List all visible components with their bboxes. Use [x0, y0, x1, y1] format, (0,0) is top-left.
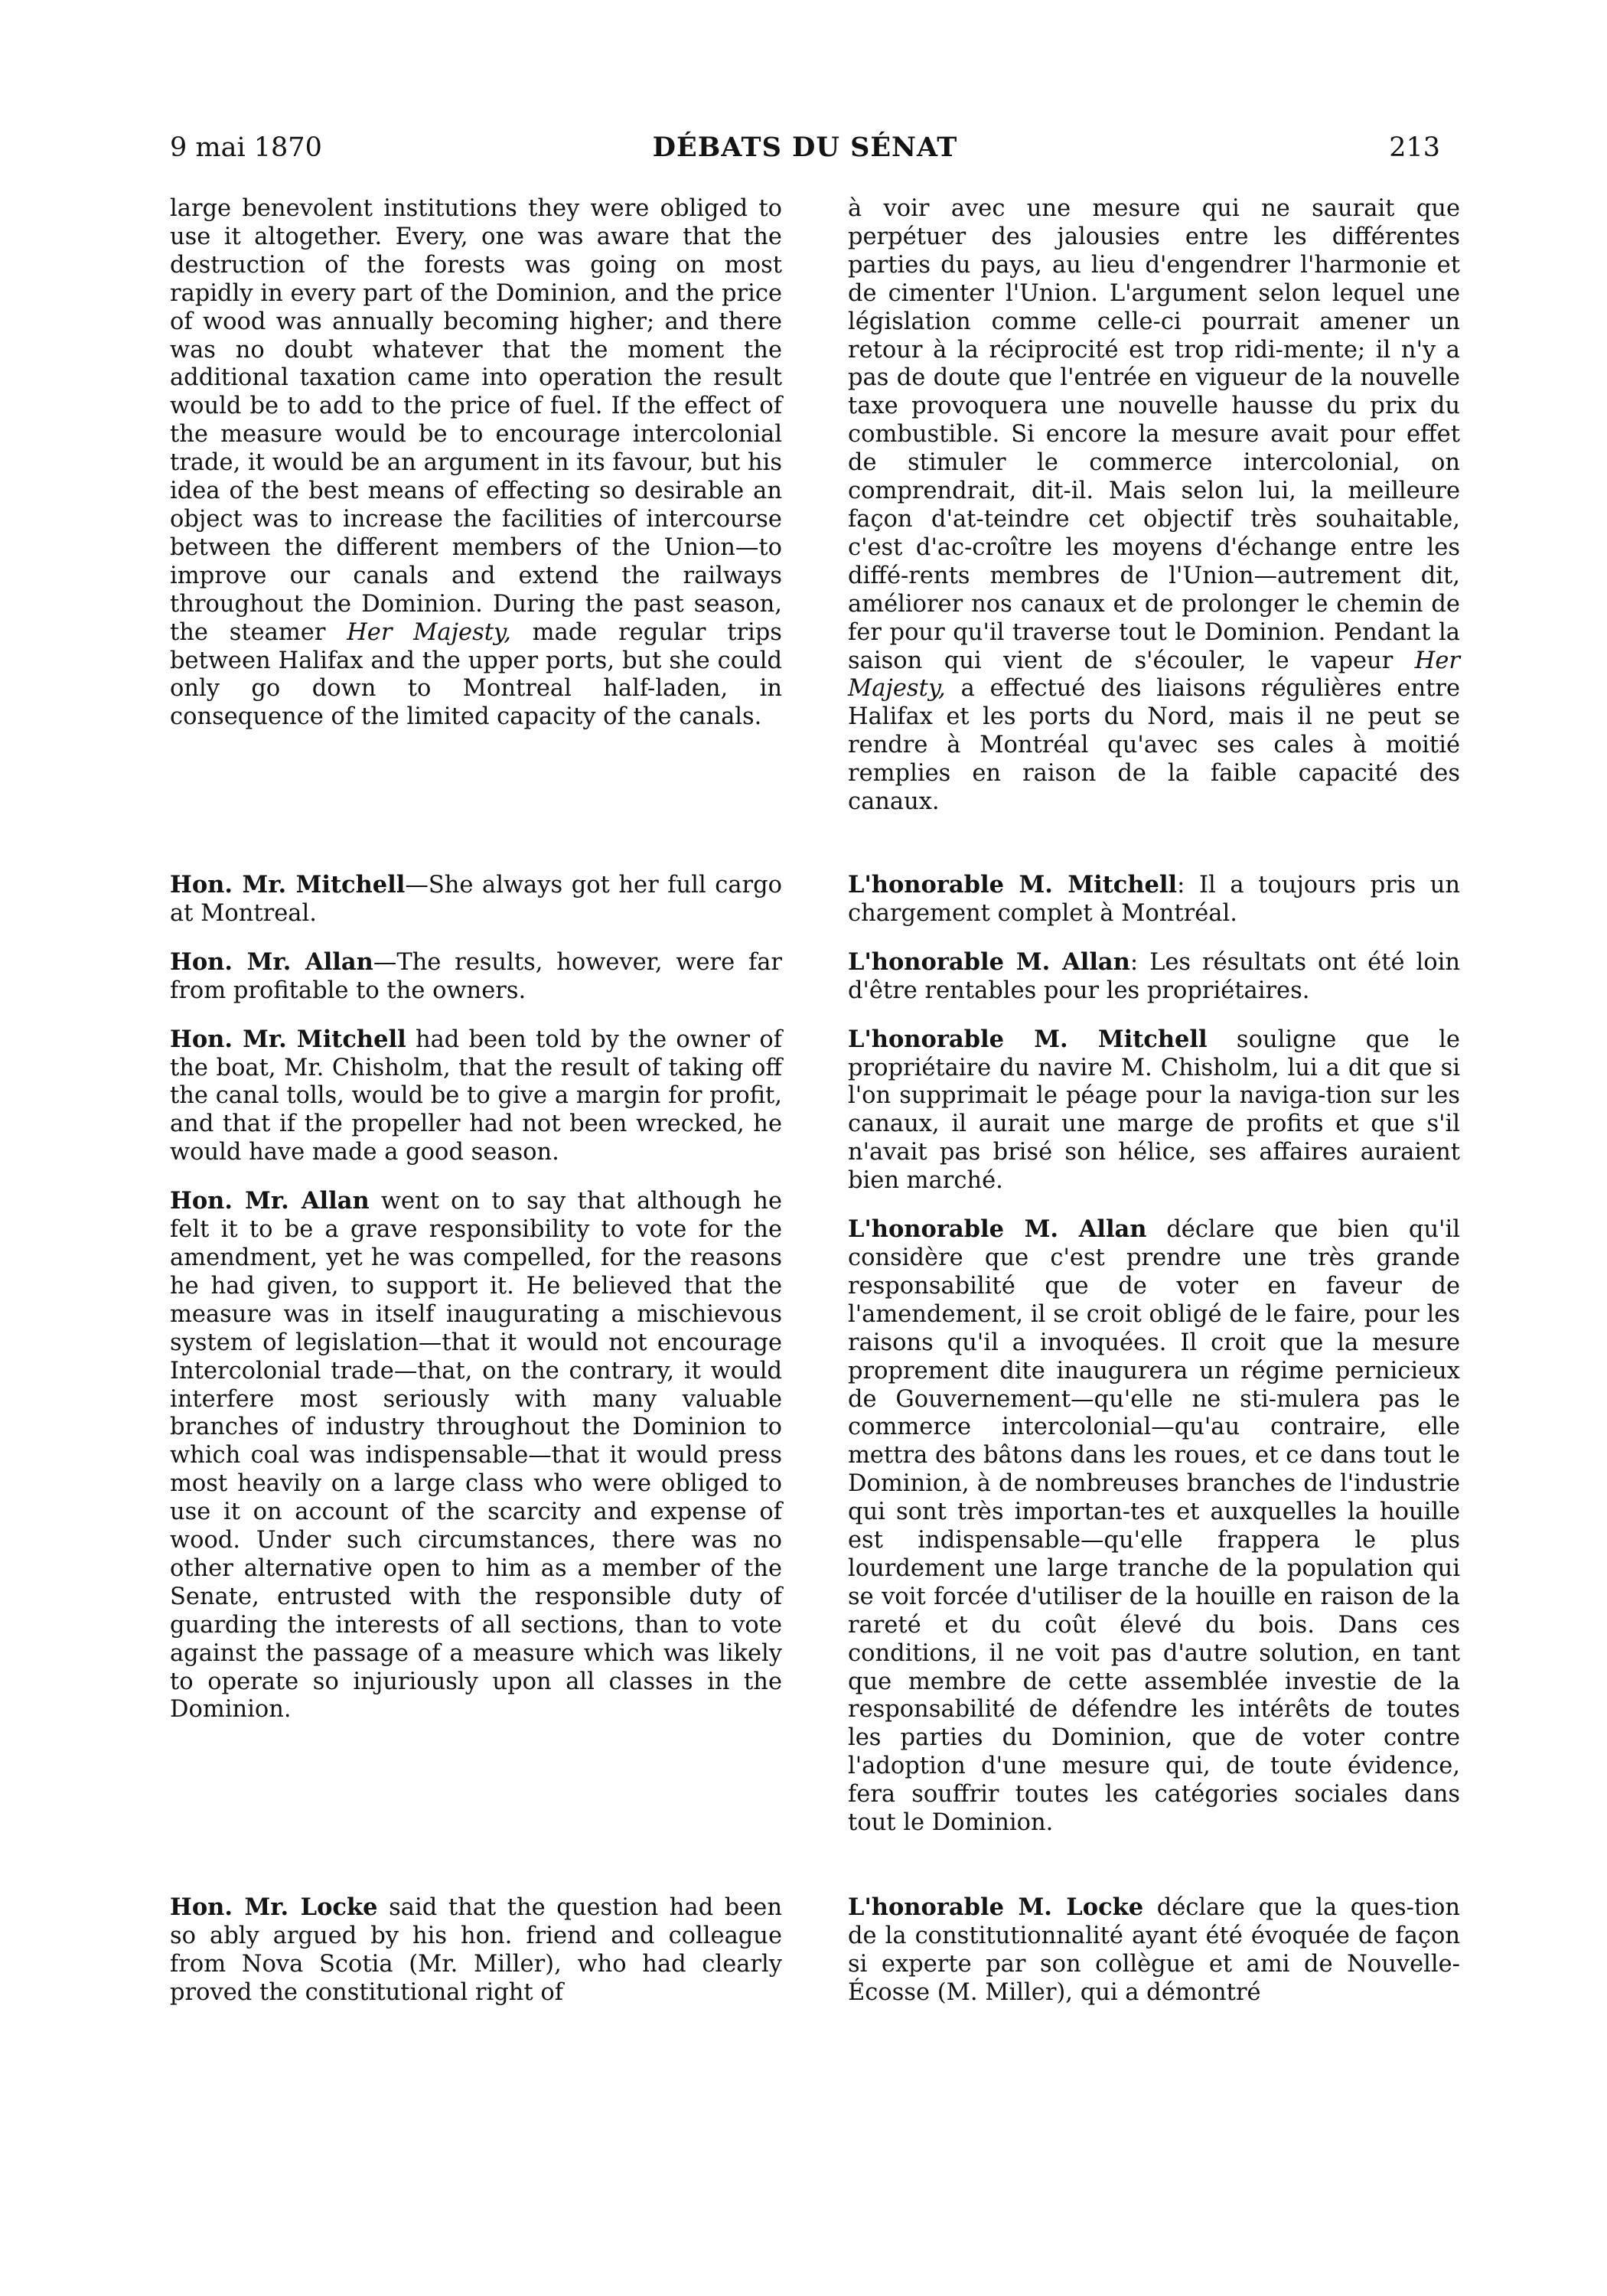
french-speech-allan-1 [848, 948, 1460, 1006]
speech-text: souligne que le propriétaire du navire M. Chisholm, lui a dit que si l'on supprimait le péage pour la naviga-tion sur les canaux, il aurait une marge de profits et que s'il n'avait pas brisé son hélice, ses affaires auraient bien marché. [848, 1026, 1460, 1195]
french-opening-paragraph [848, 195, 1460, 817]
english-speech-locke [170, 1893, 782, 2007]
french-speech-mitchell-2 [848, 1026, 1460, 1195]
speech-text: —The results, however, were far from profitable to the owners. [170, 948, 782, 1004]
header-date: 9 mai 1870 [170, 132, 322, 163]
english-opening-text-b: made regular trips between Halifax and the upper ports, but she could only go down to Montreal half-laden, in consequence of the limited capacity of the canals. [170, 618, 782, 731]
french-speech-allan-2 [848, 1215, 1460, 1838]
french-opening-text-b: a effectué des liaisons régulières entre Halifax et les ports du Nord, mais il ne peut se rendre à Montréal qu'avec ses cales à moitié remplies en raison de la faible capacité des canaux. [848, 675, 1460, 816]
english-speech-allan-2 [170, 1187, 782, 1724]
english-speech-allan-1 [170, 948, 782, 1006]
ship-name-italic: Her Majesty, [347, 618, 511, 646]
speech-text: went on to say that although he felt it to be a grave responsibility to vote for the amendment, yet he was compelled, for the reasons he had given, to support it. He believed that the measure was in itself inaugurating a mischievous system of legislation—that it would not encourage Intercolonial trade—that, on the contrary, it would interfere most seriously with many valuable branches of industry throughout the Dominion to which coal was indispensable—that it would press most heavily on a large class who were obliged to use it on account of the scarcity and expense of wood. Under such circumstances, there was no other alternative open to him as a member of the Senate, entrusted with the responsible duty of guarding the interests of all sections, than to vote against the passage of a measure which was likely to operate so injuriously upon all classes in the Dominion. [170, 1188, 782, 1724]
english-opening-text-a: large benevolent institutions they were obliged to use it altogether. Every, one was aware that the destruction of the forests was going on most rapidly in every part of the Dominion, and the price of wood was annually becoming higher; and there was no doubt whatever that the moment the additional taxation came into operation the result would be to add to the price of fuel. If the effect of the measure would be to encourage intercolonial trade, it would be an argument in its favour, but his idea of the best means of effecting so desirable an object was to increase the facilities of intercourse between the different members of the Union—to improve our canals and extend the railways throughout the Dominion. During the past season, the steamer [170, 195, 783, 646]
page-number: 213 [1389, 132, 1440, 163]
french-opening-text-a: à voir avec une mesure qui ne saurait que perpétuer des jalousies entre les différentes parties du pays, au lieu d'engendrer l'harmonie et de cimenter l'Union. L'argument selon lequel une législation comme celle-ci pourrait amener un retour à la réciprocité est trop ridi-mente; il n'y a pas de doute que l'entrée en vigueur de la nouvelle taxe provoquera une nouvelle hausse du prix du combustible. Si encore la mesure avait pour effet de stimuler le commerce intercolonial, on comprendrait, dit-il. Mais selon lui, la meilleure façon d'at-teindre cet objectif très souhaitable, c'est d'ac-croître les moyens d'échange entre les diffé-rents membres de l'Union—autrement dit, améliorer nos canaux et de prolonger le chemin de fer pour qu'il traverse tout le Dominion. Pendant la saison qui vient de s'écouler, le vapeur [848, 195, 1460, 674]
speech-text: had been told by the owner of the boat, Mr. Chisholm, that the result of taking off the canal tolls, would be to give a margin for profit, and that if the propeller had not been wrecked, he would have made a good season. [170, 1026, 782, 1166]
english-closing-section [170, 1893, 782, 2007]
speaker-name: Hon. Mr. Mitchell [170, 1025, 406, 1053]
speech-text: déclare que bien qu'il considère que c'est prendre une très grande responsabilité que de voter en faveur de l'amendement, il se croit obligé de le faire, pour les raisons qu'il a invoquées. Il croit que la mesure proprement dite inaugurera un régime pernicieux de Gouvernement—qu'elle ne sti-mulera pas le commerce intercolonial—qu'au contraire, elle mettra des bâtons dans les roues, et ce dans tout le Dominion, à de nombreuses branches de l'industrie qui sont très importan-tes et auxquelles la houille est indispensable—qu'elle frappera le plus lourdement une large tranche de la population qui se voit forcée d'utiliser de la houille en raison de la rareté et du coût élevé du bois. Dans ces conditions, il ne voit pas d'autre solution, en tant que membre de cette assemblée investie de la responsabilité de défendre les intérêts de toutes les parties du Dominion, que de voter contre l'adoption d'une mesure qui, de toute évidence, fera souffrir toutes les catégories sociales dans tout le Dominion. [848, 1216, 1460, 1837]
speaker-name: L'honorable M. Mitchell [848, 871, 1178, 899]
speech-text: —She always got her full cargo at Montreal. [170, 872, 782, 927]
french-speech-locke [848, 1893, 1460, 2007]
running-header [170, 129, 1440, 167]
speaker-name: Hon. Mr. Locke [170, 1893, 378, 1921]
speaker-name: L'honorable M. Mitchell [848, 1025, 1208, 1053]
ship-name-italic: Her Majesty, [848, 647, 1460, 703]
speaker-name: Hon. Mr. Allan [170, 947, 373, 976]
speaker-name: L'honorable M. Allan [848, 1215, 1147, 1244]
speaker-name: L'honorable M. Locke [848, 1893, 1144, 1921]
speech-text: déclare que la ques-tion de la constitutionnalité ayant été évoquée de façon si experte par son collègue et ami de Nouvelle-Écosse (M. Miller), qui a démontré [848, 1894, 1460, 2006]
speaker-name: Hon. Mr. Allan [170, 1187, 370, 1215]
french-exchange-section [848, 871, 1460, 1838]
english-speech-mitchell-1 [170, 871, 782, 928]
french-speech-mitchell-1 [848, 871, 1460, 928]
speaker-name: Hon. Mr. Mitchell [170, 871, 406, 899]
french-closing-section [848, 1893, 1460, 2007]
english-opening-section [170, 195, 782, 732]
speaker-name: L'honorable M. Allan [848, 947, 1130, 976]
speech-text: : Il a toujours pris un chargement complet à Montréal. [848, 872, 1460, 927]
english-speech-mitchell-2 [170, 1026, 782, 1168]
speech-text: said that the question had been so ably argued by his hon. friend and colleague from Nova Scotia (Mr. Miller), who had clearly proved the constitutional right of [170, 1894, 782, 2006]
english-exchange-section [170, 871, 782, 1724]
french-opening-section [848, 195, 1460, 817]
speech-text: : Les résultats ont été loin d'être rentables pour les propriétaires. [848, 948, 1460, 1004]
header-title: DÉBATS DU SÉNAT [652, 132, 958, 163]
english-opening-paragraph [170, 195, 782, 732]
